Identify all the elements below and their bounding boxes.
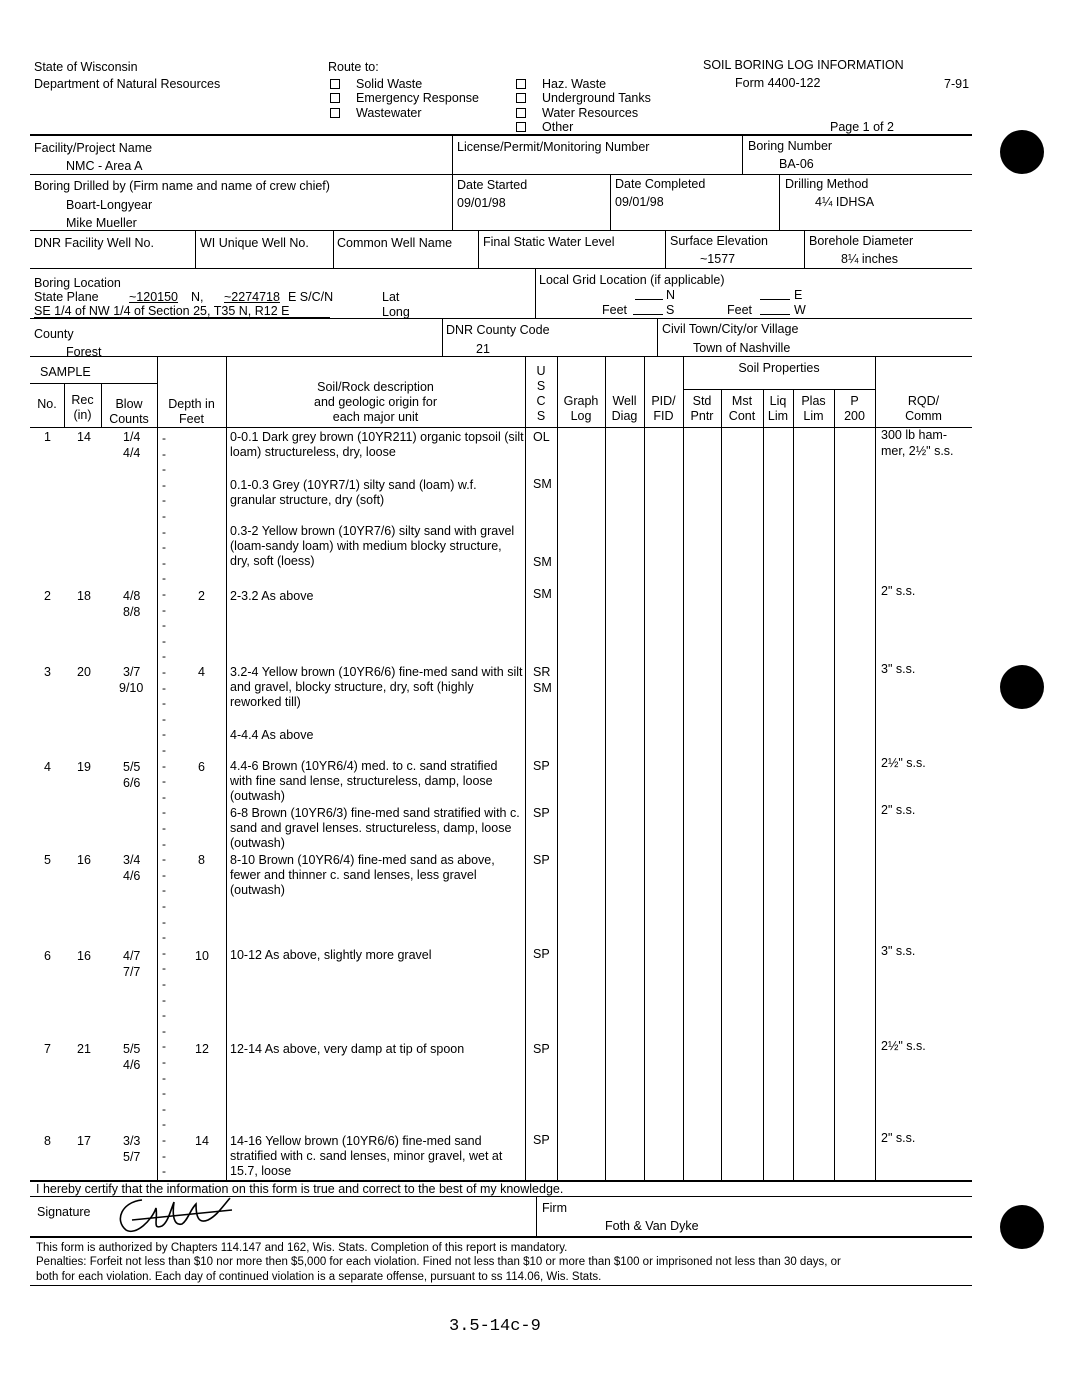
rule bbox=[30, 427, 972, 428]
depth-tick: - bbox=[162, 1117, 166, 1131]
sample-blow1: 3/4 bbox=[123, 853, 141, 867]
firm-label: Firm bbox=[542, 1201, 567, 1215]
dnr-county-code-label: DNR County Code bbox=[446, 323, 550, 337]
rule bbox=[779, 174, 780, 230]
sample-blow1: 5/5 bbox=[123, 760, 141, 774]
depth-tick: - bbox=[162, 1008, 166, 1022]
grid-feet-ns: Feet bbox=[602, 303, 628, 317]
rule bbox=[742, 134, 743, 174]
drilled-by-firm: Boart-Longyear bbox=[66, 198, 153, 212]
drilling-method-value: 4¼ IDHSA bbox=[815, 195, 875, 209]
depth-tick: - bbox=[162, 899, 166, 913]
sample-blow1: 5/5 bbox=[123, 1042, 141, 1056]
sample-no: 3 bbox=[44, 665, 51, 679]
rule bbox=[760, 314, 790, 315]
sample-no: 2 bbox=[44, 589, 51, 603]
depth-tick: - bbox=[162, 462, 166, 476]
drilled-by-label: Boring Drilled by (Firm name and name of crew chief) bbox=[34, 179, 330, 193]
description-8: 8-10 Brown (10YR6/4) fine-med sand as above, fewer and thinner c. sand lenses, less gravel (outwash) bbox=[230, 853, 495, 897]
checkbox-icon bbox=[516, 93, 526, 103]
sample-rec: 18 bbox=[77, 589, 91, 603]
depth-tick: - bbox=[162, 852, 166, 866]
sample-depth: 6 bbox=[198, 760, 205, 774]
state-plane-e-scn: E S/C/N bbox=[288, 290, 334, 304]
rule bbox=[763, 389, 764, 1180]
depth-tick: - bbox=[162, 696, 166, 710]
depth-tick: - bbox=[162, 915, 166, 929]
uscs-value: SP bbox=[533, 1042, 550, 1056]
rule bbox=[30, 356, 972, 357]
rule bbox=[536, 1197, 537, 1237]
civil-town-value: Town of Nashville bbox=[693, 341, 791, 355]
description-9: 10-12 As above, slightly more gravel bbox=[230, 948, 432, 962]
depth-tick: - bbox=[162, 1071, 166, 1085]
comment: 2½" s.s. bbox=[881, 756, 926, 770]
depth-tick: - bbox=[162, 837, 166, 851]
sample-rec: 19 bbox=[77, 760, 91, 774]
state-plane-n-label: N, bbox=[191, 290, 204, 304]
rule bbox=[875, 357, 876, 1180]
sample-depth: 4 bbox=[198, 665, 205, 679]
sample-rec: 16 bbox=[77, 853, 91, 867]
sample-blow1: 4/8 bbox=[123, 589, 141, 603]
sample-blow2: 7/7 bbox=[123, 965, 141, 979]
sample-blow1: 1/4 bbox=[123, 430, 141, 444]
uscs-value: SP bbox=[533, 947, 550, 961]
depth-tick: - bbox=[162, 1039, 166, 1053]
comment: 2½" s.s. bbox=[881, 1039, 926, 1053]
header-p200: P 200 bbox=[844, 394, 865, 423]
rule bbox=[665, 230, 666, 268]
depth-tick: - bbox=[162, 930, 166, 944]
boring-number-label: Boring Number bbox=[748, 139, 833, 153]
header-mst-cont: Mst Cont bbox=[728, 394, 756, 423]
license-label: License/Permit/Monitoring Number bbox=[457, 140, 650, 154]
dnr-county-code-value: 21 bbox=[476, 342, 490, 356]
rule bbox=[30, 230, 972, 231]
rule bbox=[30, 383, 157, 384]
uscs-value: OL bbox=[533, 430, 550, 444]
header-liq-lim: Liq Lim bbox=[767, 394, 789, 423]
depth-tick: - bbox=[162, 883, 166, 897]
sample-blow2: 8/8 bbox=[123, 605, 141, 619]
route-option-water-resources[interactable]: Water Resources bbox=[516, 106, 638, 121]
uscs-value: SM bbox=[533, 587, 552, 601]
route-option-underground-tanks[interactable]: Underground Tanks bbox=[516, 91, 651, 106]
rule bbox=[30, 174, 972, 175]
state-plane-e: ~2274718 bbox=[224, 290, 280, 304]
state-plane-n: ~120150 bbox=[129, 290, 179, 304]
punch-hole-top bbox=[1000, 130, 1044, 174]
borehole-diameter-value: 8¼ inches bbox=[841, 252, 898, 266]
rule bbox=[442, 318, 443, 356]
depth-tick: - bbox=[162, 618, 166, 632]
rule bbox=[478, 230, 479, 268]
depth-tick: - bbox=[162, 525, 166, 539]
checkbox-icon bbox=[330, 93, 340, 103]
description-7: 6-8 Brown (10YR6/3) fine-med sand stratified with c. sand and gravel lenses. structureless, damp, loose (outwash) bbox=[230, 806, 520, 850]
description-11: 14-16 Yellow brown (10YR6/6) fine-med sand stratified with c. sand lenses, minor gravel, wet at 15.7, loose bbox=[230, 1134, 503, 1178]
form-revision: 7-91 bbox=[944, 77, 970, 91]
header-depth: Depth in Feet bbox=[168, 397, 215, 426]
page-code: 3.5-14c-9 bbox=[449, 1317, 541, 1336]
sample-blow1: 4/7 bbox=[123, 949, 141, 963]
comment: mer, 2½" s.s. bbox=[881, 444, 954, 458]
depth-tick: - bbox=[162, 946, 166, 960]
rule bbox=[633, 314, 663, 315]
route-option-wastewater[interactable]: Wastewater bbox=[330, 106, 422, 121]
grid-feet-ew: Feet bbox=[727, 303, 753, 317]
header-pid-fid: PID/ FID bbox=[651, 394, 676, 423]
rule bbox=[721, 389, 722, 1180]
sample-blow2: 6/6 bbox=[123, 776, 141, 790]
depth-tick: - bbox=[162, 681, 166, 695]
uscs-value: SM bbox=[533, 555, 552, 569]
depth-tick: - bbox=[162, 1086, 166, 1100]
date-started-label: Date Started bbox=[457, 178, 528, 192]
static-water-label: Final Static Water Level bbox=[483, 235, 615, 249]
depth-tick: - bbox=[162, 821, 166, 835]
rule bbox=[525, 357, 526, 1180]
description-4: 3.2-4 Yellow brown (10YR6/6) fine-med sand with silt and gravel, blocky structure, dry, soft (highly reworked till) bbox=[230, 665, 523, 709]
firm-value: Foth & Van Dyke bbox=[605, 1219, 699, 1233]
rule bbox=[610, 174, 611, 230]
sample-blow2: 5/7 bbox=[123, 1150, 141, 1164]
route-to-label: Route to: bbox=[328, 60, 379, 74]
header-sample: SAMPLE bbox=[40, 365, 91, 379]
facility-value: NMC - Area A bbox=[66, 159, 143, 173]
state-plane-label: State Plane bbox=[34, 290, 99, 304]
penalties-line-2: both for each violation. Each day of continued violation is a separate offense, pursuant to ss 114.06, Wis. Stats. bbox=[36, 1271, 602, 1283]
rule bbox=[195, 230, 196, 268]
depth-tick: - bbox=[162, 961, 166, 975]
header-graph-log: Graph Log bbox=[563, 394, 599, 423]
certify-statement: I hereby certify that the information on this form is true and correct to the best of my knowledge. bbox=[36, 1182, 564, 1196]
rule bbox=[30, 134, 972, 136]
depth-tick: - bbox=[162, 977, 166, 991]
rule bbox=[657, 318, 658, 356]
punch-hole-bottom bbox=[1000, 1205, 1044, 1249]
sample-blow1: 3/3 bbox=[123, 1134, 141, 1148]
sample-blow2: 9/10 bbox=[119, 681, 144, 695]
depth-tick: - bbox=[162, 805, 166, 819]
wi-unique-label: WI Unique Well No. bbox=[200, 236, 309, 250]
sample-no: 7 bbox=[44, 1042, 51, 1056]
lat-label: Lat bbox=[382, 290, 400, 304]
rule bbox=[793, 389, 794, 1180]
depth-tick: - bbox=[162, 712, 166, 726]
header-rqd-comm: RQD/ Comm bbox=[905, 394, 942, 423]
rule bbox=[760, 299, 790, 300]
sample-no: 6 bbox=[44, 949, 51, 963]
depth-tick: - bbox=[162, 509, 166, 523]
surface-elevation-value: ~1577 bbox=[700, 252, 736, 266]
grid-w: W bbox=[794, 303, 806, 317]
dnr-well-label: DNR Facility Well No. bbox=[34, 236, 154, 250]
boring-number-value: BA-06 bbox=[779, 157, 814, 171]
civil-town-label: Civil Town/City/or Village bbox=[662, 322, 799, 336]
rule bbox=[333, 230, 334, 268]
rule bbox=[834, 389, 835, 1180]
description-1: 0.1-0.3 Grey (10YR7/1) silty sand (loam) w.f. granular structure, dry (soft) bbox=[230, 478, 477, 507]
depth-tick: - bbox=[162, 1164, 166, 1178]
depth-tick: - bbox=[162, 634, 166, 648]
depth-tick: - bbox=[162, 540, 166, 554]
sample-depth: 10 bbox=[195, 949, 209, 963]
county-label: County bbox=[34, 327, 74, 341]
description-0: 0-0.1 Dark grey brown (10YR211) organic topsoil (silt loam) structureless, dry, loose bbox=[230, 430, 524, 459]
rule bbox=[226, 357, 227, 1180]
local-grid-label: Local Grid Location (if applicable) bbox=[539, 273, 725, 287]
signature-scribble bbox=[112, 1190, 242, 1238]
surface-elevation-label: Surface Elevation bbox=[670, 234, 768, 248]
sample-blow2: 4/6 bbox=[123, 869, 141, 883]
header-std-pntr: Std Pntr bbox=[690, 394, 714, 423]
sample-depth: 12 bbox=[195, 1042, 209, 1056]
description-2: 0.3-2 Yellow brown (10YR7/6) silty sand with gravel (loam-sandy loam) with medium blocky structure, dry, soft (loess) bbox=[230, 524, 515, 568]
sample-no: 8 bbox=[44, 1134, 51, 1148]
rule bbox=[157, 357, 158, 1180]
signature-label: Signature bbox=[37, 1205, 91, 1219]
depth-tick: - bbox=[162, 556, 166, 570]
rule bbox=[605, 357, 606, 1180]
route-option-haz-waste[interactable]: Haz. Waste bbox=[516, 77, 606, 92]
sample-no: 5 bbox=[44, 853, 51, 867]
date-started-value: 09/01/98 bbox=[457, 196, 506, 210]
header-blow-counts: Blow Counts bbox=[109, 397, 149, 426]
depth-tick: - bbox=[162, 1133, 166, 1147]
depth-tick: - bbox=[162, 431, 166, 445]
sample-rec: 16 bbox=[77, 949, 91, 963]
depth-tick: - bbox=[162, 1149, 166, 1163]
depth-tick: - bbox=[162, 1055, 166, 1069]
sample-blow2: 4/4 bbox=[123, 446, 141, 460]
grid-s: S bbox=[666, 303, 675, 317]
rule bbox=[30, 268, 972, 269]
route-option-other[interactable]: Other bbox=[516, 120, 573, 135]
comment: 3" s.s. bbox=[881, 662, 916, 676]
header-no: No. bbox=[37, 397, 57, 411]
comment: 3" s.s. bbox=[881, 944, 916, 958]
depth-tick: - bbox=[162, 759, 166, 773]
sample-no: 4 bbox=[44, 760, 51, 774]
depth-tick: - bbox=[162, 493, 166, 507]
depth-tick: - bbox=[162, 1102, 166, 1116]
route-option-emergency-response[interactable]: Emergency Response bbox=[330, 91, 479, 106]
grid-n: N bbox=[666, 288, 676, 302]
depth-tick: - bbox=[162, 603, 166, 617]
depth-tick: - bbox=[162, 727, 166, 741]
checkbox-icon bbox=[516, 122, 526, 132]
depth-tick: - bbox=[162, 743, 166, 757]
penalties-line-1: Penalties: Forfeit not less than $10 nor more then $5,000 for each violation. Fined not less than $10 or more than $100 or imprisoned not less than 30 days, or bbox=[36, 1256, 841, 1268]
sample-blow2: 4/6 bbox=[123, 1058, 141, 1072]
common-well-label: Common Well Name bbox=[337, 236, 453, 250]
date-completed-value: 09/01/98 bbox=[615, 195, 664, 209]
depth-tick: - bbox=[162, 649, 166, 663]
rule bbox=[452, 134, 453, 230]
rule bbox=[30, 1285, 972, 1286]
uscs-value: SM bbox=[533, 681, 552, 695]
depth-tick: - bbox=[162, 665, 166, 679]
uscs-value: SP bbox=[533, 806, 550, 820]
header-well-diag: Well Diag bbox=[611, 394, 638, 423]
rule bbox=[683, 389, 875, 390]
header-description: Soil/Rock description and geologic origin for each major unit bbox=[314, 380, 437, 424]
sample-rec: 20 bbox=[77, 665, 91, 679]
description-3: 2-3.2 As above bbox=[230, 589, 314, 603]
depth-tick: - bbox=[162, 790, 166, 804]
rule bbox=[804, 230, 805, 268]
rule bbox=[30, 1236, 972, 1238]
authorized-statement: This form is authorized by Chapters 114.147 and 162, Wis. Stats. Completion of this report is mandatory. bbox=[36, 1242, 568, 1254]
checkbox-icon bbox=[330, 108, 340, 118]
rule bbox=[557, 357, 558, 1180]
checkbox-icon bbox=[516, 79, 526, 89]
section-line: SE 1/4 of NW 1/4 of Section 25, T35 N, R12 E bbox=[34, 304, 290, 318]
department-name: Department of Natural Resources bbox=[34, 77, 221, 91]
drilled-by-chief: Mike Mueller bbox=[66, 216, 137, 230]
rule bbox=[535, 268, 536, 318]
depth-tick: - bbox=[162, 774, 166, 788]
rule bbox=[683, 357, 684, 1180]
sample-depth: 2 bbox=[198, 589, 205, 603]
depth-tick: - bbox=[162, 587, 166, 601]
borehole-diameter-label: Borehole Diameter bbox=[809, 234, 914, 248]
sample-rec: 21 bbox=[77, 1042, 91, 1056]
depth-tick: - bbox=[162, 993, 166, 1007]
date-completed-label: Date Completed bbox=[615, 177, 706, 191]
punch-hole-middle bbox=[1000, 665, 1044, 709]
comment: 2" s.s. bbox=[881, 1131, 916, 1145]
description-5: 4-4.4 As above bbox=[230, 728, 314, 742]
page-indicator: Page 1 of 2 bbox=[830, 120, 894, 134]
depth-tick: - bbox=[162, 571, 166, 585]
depth-tick: - bbox=[162, 1024, 166, 1038]
sample-depth: 14 bbox=[195, 1134, 209, 1148]
uscs-value: SP bbox=[533, 1133, 550, 1147]
sample-blow1: 3/7 bbox=[123, 665, 141, 679]
sample-rec: 14 bbox=[77, 430, 91, 444]
boring-location-label: Boring Location bbox=[34, 276, 121, 290]
header-rec: Rec (in) bbox=[71, 393, 94, 422]
uscs-value: SP bbox=[533, 759, 550, 773]
sample-no: 1 bbox=[44, 430, 51, 444]
comment: 2" s.s. bbox=[881, 584, 916, 598]
header-soil-properties: Soil Properties bbox=[738, 361, 820, 375]
rule bbox=[635, 299, 663, 300]
county-value: Forest bbox=[66, 345, 102, 359]
description-10: 12-14 As above, very damp at tip of spoon bbox=[230, 1042, 465, 1056]
route-option-solid-waste[interactable]: Solid Waste bbox=[330, 77, 422, 92]
depth-tick: - bbox=[162, 868, 166, 882]
checkbox-icon bbox=[516, 108, 526, 118]
uscs-value: SR bbox=[533, 665, 551, 679]
checkbox-icon bbox=[330, 79, 340, 89]
rule bbox=[644, 357, 645, 1180]
rule bbox=[34, 317, 330, 318]
depth-tick: - bbox=[162, 478, 166, 492]
uscs-value: SM bbox=[533, 477, 552, 491]
grid-e: E bbox=[794, 288, 803, 302]
comment: 2" s.s. bbox=[881, 803, 916, 817]
form-number: Form 4400-122 bbox=[735, 76, 821, 90]
comment: 300 lb ham- bbox=[881, 428, 948, 442]
form-title: SOIL BORING LOG INFORMATION bbox=[703, 58, 904, 72]
drilling-method-label: Drilling Method bbox=[785, 177, 869, 191]
description-6: 4.4-6 Brown (10YR6/4) med. to c. sand stratified with fine sand lense, structureless, damp, loose (outwash) bbox=[230, 759, 498, 803]
facility-label: Facility/Project Name bbox=[34, 141, 153, 155]
long-label: Long bbox=[382, 305, 410, 319]
depth-tick: - bbox=[162, 447, 166, 461]
header-uscs: U S C S bbox=[536, 364, 546, 423]
sample-rec: 17 bbox=[77, 1134, 91, 1148]
sample-depth: 8 bbox=[198, 853, 205, 867]
header-plas-lim: Plas Lim bbox=[801, 394, 826, 423]
state-name: State of Wisconsin bbox=[34, 60, 138, 74]
uscs-value: SP bbox=[533, 853, 550, 867]
